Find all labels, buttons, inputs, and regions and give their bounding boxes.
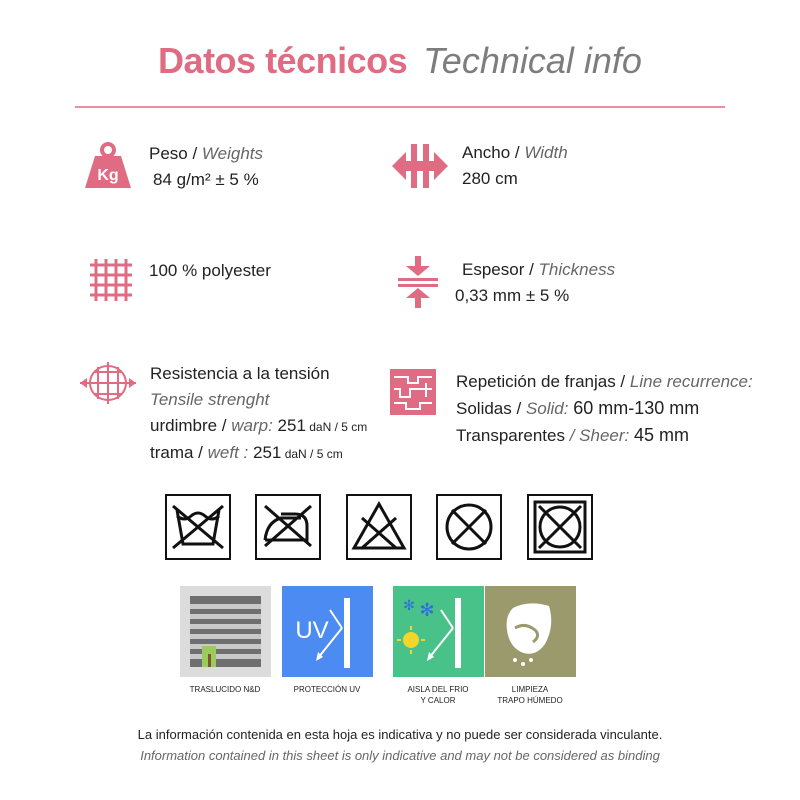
width-label: Ancho /	[462, 143, 525, 162]
warp-label-en: warp:	[231, 416, 278, 435]
title-english: Technical info	[423, 40, 642, 81]
width-label-en: Width	[524, 143, 568, 162]
do-not-wash-icon	[165, 494, 231, 560]
do-not-tumble-dry-icon	[436, 494, 502, 560]
sheer-value: 45 mm	[633, 425, 689, 445]
feature-caption-line: Y CALOR	[420, 696, 456, 705]
insulation-icon	[393, 586, 484, 677]
do-not-dry-clean-icon	[527, 494, 593, 560]
recurrence-spec	[456, 369, 753, 449]
weight-spec	[149, 141, 263, 193]
width-arrows-icon	[392, 140, 448, 192]
feature-caption-line: LIMPIEZA	[511, 685, 549, 694]
do-not-bleach-icon	[346, 494, 412, 560]
feature-caption-uv	[267, 684, 387, 695]
warp-label: urdimbre /	[150, 416, 232, 435]
tensile-label-en: Tensile strenght	[150, 390, 270, 409]
svg-text:✻: ✻	[403, 598, 415, 614]
sheer-label: Transparentes	[456, 426, 570, 445]
line-pattern-icon	[390, 369, 436, 415]
solid-label-en: Solid:	[525, 399, 574, 418]
thickness-arrows-icon	[398, 256, 438, 308]
disclaimer-english: Information contained in this sheet is only indicative and may not be considered as binding	[140, 748, 660, 763]
cleaning-cloth-icon	[485, 586, 576, 677]
feature-caption-line: AISLA DEL FRIO	[407, 685, 469, 694]
weft-row	[150, 440, 367, 467]
solid-row	[456, 395, 753, 422]
weight-value: 84 g/m² ± 5 %	[153, 170, 259, 189]
composition-value: 100 % polyester	[149, 261, 271, 280]
weight-label: Peso /	[149, 144, 202, 163]
page-title	[0, 40, 800, 82]
thickness-label: Espesor /	[462, 260, 539, 279]
recurrence-label-en: Line recurrence:	[629, 372, 753, 391]
weft-value: 251	[252, 443, 282, 462]
sheer-row	[456, 422, 753, 449]
title-spanish: Datos técnicos	[158, 40, 408, 81]
sheer-label-en: / Sheer:	[569, 426, 634, 445]
warp-row	[150, 413, 367, 440]
weft-unit: daN / 5 cm	[281, 447, 343, 461]
width-value: 280 cm	[462, 169, 518, 188]
solid-label: Solidas /	[456, 399, 526, 418]
kg-weight-icon	[83, 142, 133, 190]
title-divider	[75, 106, 725, 108]
uv-protection-icon	[282, 586, 373, 677]
weight-label-en: Weights	[201, 144, 264, 163]
tensile-fabric-icon	[80, 362, 136, 404]
feature-caption-line: TRASLUCIDO N&D	[189, 685, 261, 694]
solid-value: 60 mm-130 mm	[573, 398, 700, 418]
warp-value: 251	[277, 416, 306, 435]
weft-label-en: weft :	[207, 443, 253, 462]
svg-text:Kg: Kg	[97, 167, 119, 184]
recurrence-label: Repetición de franjas /	[456, 372, 630, 391]
width-spec	[462, 140, 568, 192]
thickness-spec	[455, 257, 615, 309]
feature-caption-line: PROTECCIÓN UV	[293, 685, 361, 694]
thickness-label-en: Thickness	[538, 260, 616, 279]
fabric-grid-icon	[90, 259, 132, 301]
svg-text:✻: ✻	[419, 600, 435, 621]
translucent-blind-icon	[180, 586, 271, 677]
tensile-label: Resistencia a la tensión	[150, 364, 330, 383]
weft-label: trama /	[150, 443, 208, 462]
do-not-iron-icon	[255, 494, 321, 560]
svg-text:UV: UV	[295, 617, 329, 644]
disclaimer-spanish: La información contenida en esta hoja es indicativa y no puede ser considerada vinculante.	[137, 727, 663, 742]
feature-caption-cleaning	[470, 684, 590, 706]
feature-caption-line: TRAPO HÚMEDO	[497, 696, 563, 705]
thickness-value: 0,33 mm ± 5 %	[455, 286, 570, 305]
tensile-spec	[150, 361, 367, 467]
warp-unit: daN / 5 cm	[305, 420, 368, 434]
